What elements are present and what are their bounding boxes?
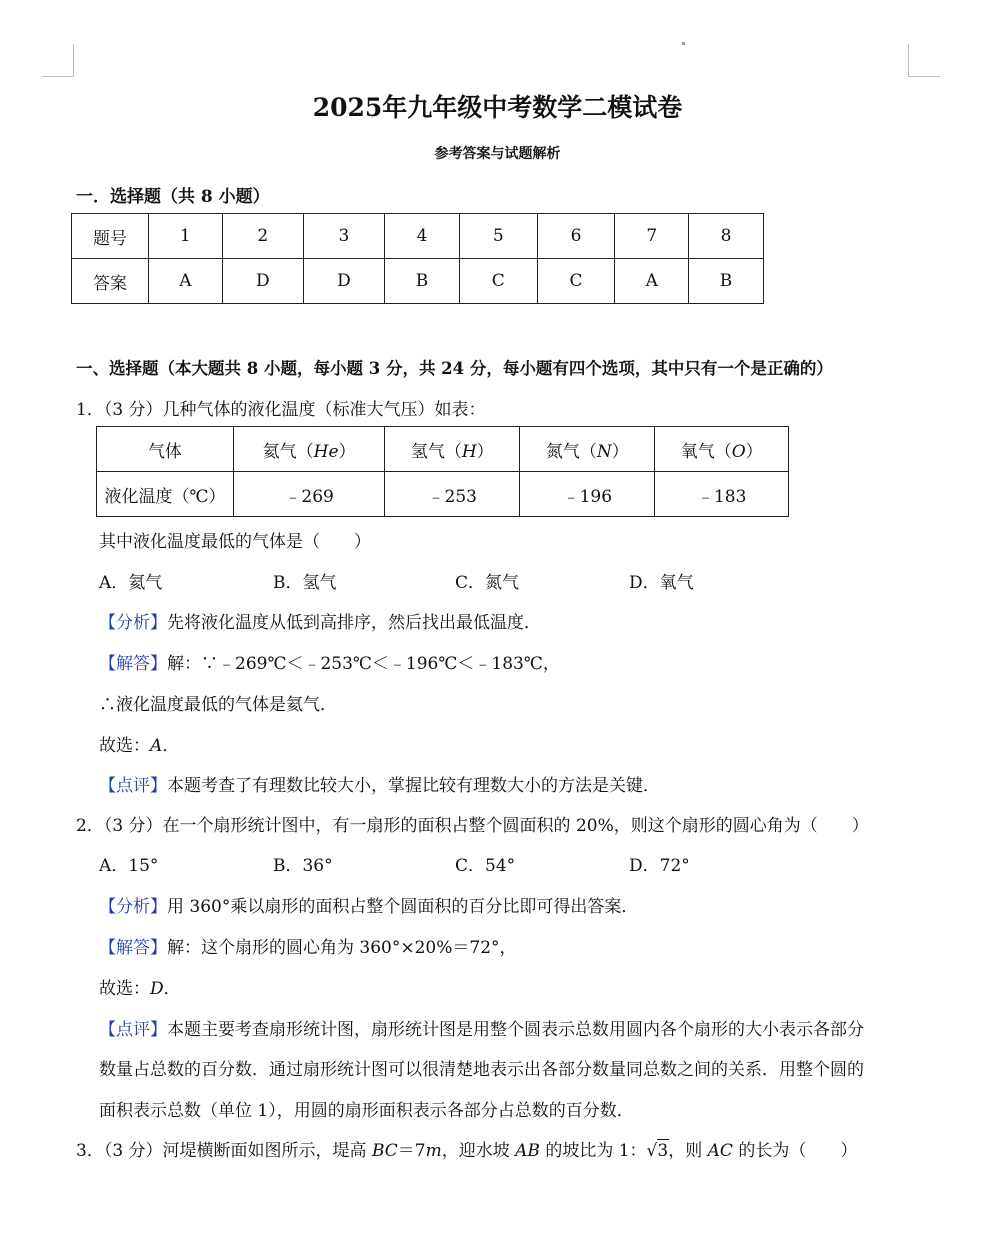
q1-solution bbox=[99, 649, 560, 674]
answer-table-number: 6 bbox=[537, 214, 615, 259]
corner-mark-top-right-h bbox=[908, 76, 940, 77]
solution-tag: 【解答】 bbox=[99, 938, 167, 958]
q1-conclusion: ∴液化温度最低的气体是氦气． bbox=[99, 695, 337, 715]
q2-option-a: A．15° bbox=[99, 856, 159, 876]
q2-comment-line-2: 数量占总数的百分数．通过扇形统计图可以很清楚地表示出各部分数量同总数之间的关系．用整个圆的 bbox=[99, 1060, 864, 1080]
answer-table-number: 5 bbox=[459, 214, 537, 259]
answer-table-answer: C bbox=[537, 259, 615, 304]
gas-table-header-helium: 氦气（He） bbox=[234, 427, 385, 472]
q2-comment-text: 本题主要考查扇形统计图，扇形统计图是用整个圆表示总数用圆内各个扇形的大小表示各部分 bbox=[167, 1020, 864, 1040]
q2-stem: 2．（3 分）在一个扇形统计图中，有一扇形的面积占整个圆面积的 20%，则这个扇形的圆心角为（ ） bbox=[76, 816, 869, 836]
q2-analysis bbox=[99, 892, 638, 917]
section-1-heading: 一．选择题（共 8 小题） bbox=[76, 187, 270, 207]
answer-table-header-answer: 答案 bbox=[72, 259, 149, 304]
gas-table-value: ﹣183 bbox=[655, 472, 789, 517]
answer-table-number: 2 bbox=[222, 214, 303, 259]
q1-question: 其中液化温度最低的气体是（ ） bbox=[99, 532, 371, 552]
q2-comment-line-3: 面积表示总数（单位 1），用圆的扇形面积表示各部分占总数的百分数． bbox=[99, 1101, 634, 1121]
q2-solution-text: 解：这个扇形的圆心角为 360°×20%＝72°， bbox=[167, 938, 517, 958]
corner-mark-top-left-v bbox=[73, 44, 74, 76]
answer-table-number: 3 bbox=[303, 214, 384, 259]
sqrt-symbol: √ 3 bbox=[646, 1141, 669, 1161]
q1-analysis bbox=[99, 608, 541, 633]
answer-table-number: 8 bbox=[689, 214, 764, 259]
q1-solution-text: 解：∵﹣269℃＜﹣253℃＜﹣196℃＜﹣183℃， bbox=[167, 654, 560, 674]
q1-analysis-text: 先将液化温度从低到高排序，然后找出最低温度． bbox=[167, 613, 541, 633]
answer-table-answer: B bbox=[689, 259, 764, 304]
page-subtitle: 参考答案与试题解析 bbox=[434, 146, 561, 162]
q1-option-a: A．氦气 bbox=[99, 573, 163, 593]
q2-option-c: C．54° bbox=[455, 856, 516, 876]
gas-table-value: ﹣196 bbox=[520, 472, 655, 517]
q1-option-c: C．氮气 bbox=[455, 573, 520, 593]
q2-option-b: B．36° bbox=[273, 856, 333, 876]
answer-table-answer: B bbox=[385, 259, 460, 304]
q2-solution bbox=[99, 933, 517, 958]
comment-tag: 【点评】 bbox=[99, 1020, 167, 1040]
comment-tag: 【点评】 bbox=[99, 776, 167, 796]
answer-table-number: 4 bbox=[385, 214, 460, 259]
answer-table-answer: A bbox=[149, 259, 223, 304]
q3-stem: 3．（3 分）河堤横断面如图所示，堤高 BC＝7m，迎水坡 AB 的坡比为 1：√ 3，则 AC 的长为（ ） bbox=[76, 1141, 858, 1161]
q2-comment-line-1 bbox=[99, 1015, 864, 1040]
answer-table-answer: A bbox=[615, 259, 689, 304]
q1-option-d: D．氧气 bbox=[629, 573, 694, 593]
q1-option-b: B．氢气 bbox=[273, 573, 337, 593]
q2-choice: 故选：D． bbox=[99, 979, 181, 999]
corner-mark-top-right-v bbox=[908, 44, 909, 76]
gas-table-header-nitrogen: 氮气（N） bbox=[520, 427, 655, 472]
q1-comment-text: 本题考查了有理数比较大小，掌握比较有理数大小的方法是关键． bbox=[167, 776, 660, 796]
q1-comment bbox=[99, 771, 660, 796]
gas-table-value: ﹣253 bbox=[385, 472, 520, 517]
gas-table-header-oxygen: 氧气（O） bbox=[655, 427, 789, 472]
section-2-heading: 一、选择题（本大题共 8 小题，每小题 3 分，共 24 分，每小题有四个选项，其中只有一个是正确的） bbox=[76, 359, 833, 378]
answer-table-number: 7 bbox=[615, 214, 689, 259]
corner-mark-top-left-h bbox=[42, 76, 74, 77]
analysis-tag: 【分析】 bbox=[99, 897, 167, 917]
gas-table-header-gas: 气体 bbox=[97, 427, 234, 472]
q2-analysis-text: 用 360°乘以扇形的面积占整个圆面积的百分比即可得出答案． bbox=[167, 897, 639, 917]
answer-table-header-number: 题号 bbox=[72, 214, 149, 259]
answer-table-answer: D bbox=[303, 259, 384, 304]
gas-temperature-table bbox=[96, 426, 789, 517]
q1-stem: 1．（3 分）几种气体的液化温度（标准大气压）如表： bbox=[76, 400, 486, 420]
header-dot bbox=[682, 42, 685, 45]
answer-table-number: 1 bbox=[149, 214, 223, 259]
q2-option-d: D．72° bbox=[629, 856, 690, 876]
analysis-tag: 【分析】 bbox=[99, 613, 167, 633]
answer-table-answer: D bbox=[222, 259, 303, 304]
answer-table bbox=[71, 213, 764, 304]
gas-table-row-label: 液化温度（℃） bbox=[97, 472, 234, 517]
answer-table-answer: C bbox=[459, 259, 537, 304]
gas-table-header-hydrogen: 氢气（H） bbox=[385, 427, 520, 472]
page-title: 2025年九年级中考数学二模试卷 bbox=[312, 93, 683, 122]
solution-tag: 【解答】 bbox=[99, 654, 167, 674]
gas-table-value: ﹣269 bbox=[234, 472, 385, 517]
q1-choice: 故选：A． bbox=[99, 736, 180, 756]
